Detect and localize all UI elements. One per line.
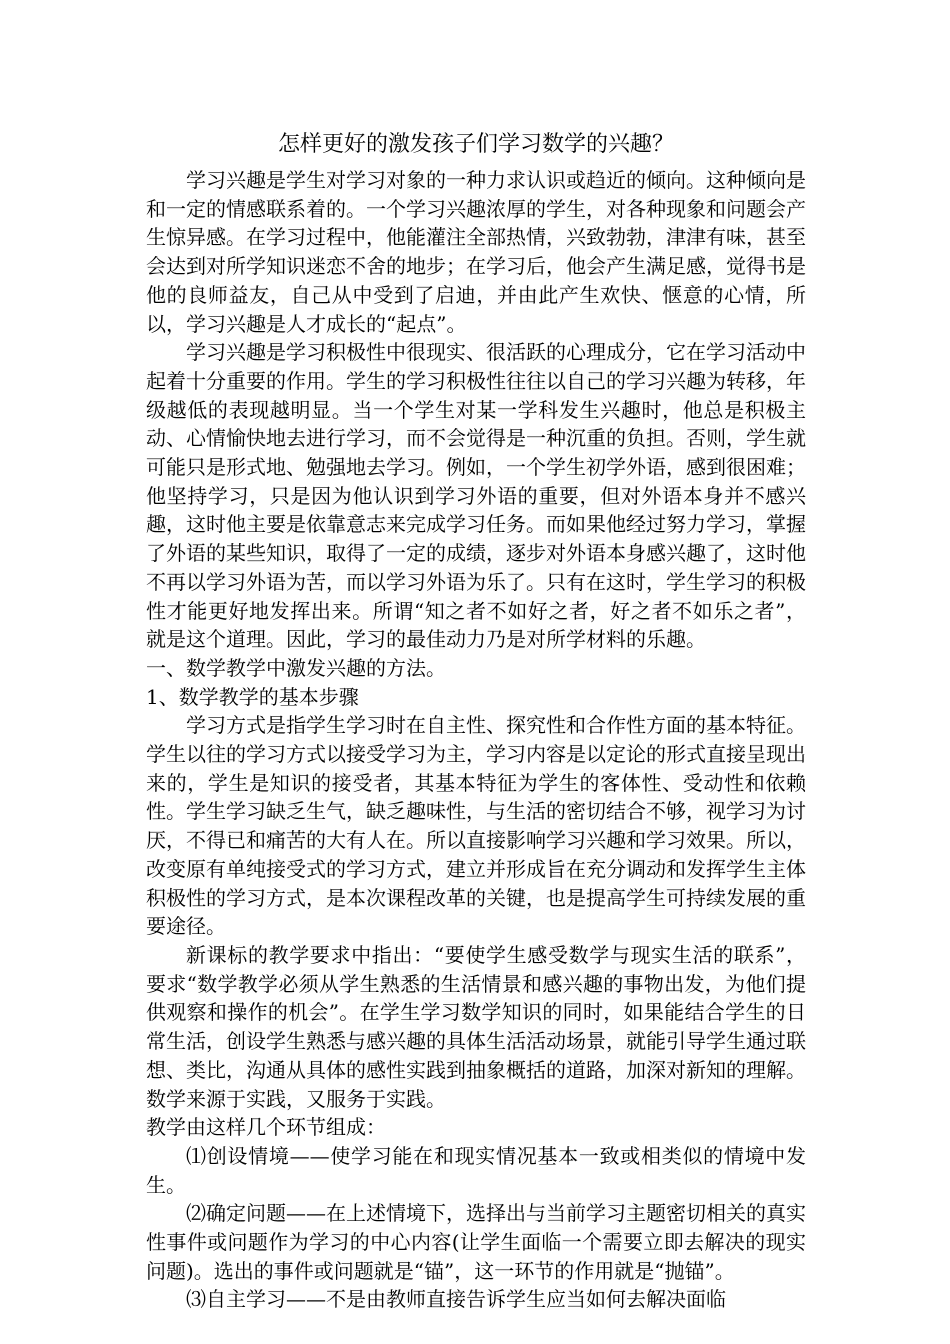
paragraph-interest-role: 学习兴趣是学习积极性中很现实、很活跃的心理成分，它在学习活动中起着十分重要的作用。学生的学习积极性往往以自己的学习兴趣为转移，年级越低的表现越明显。当一个学生对某一学科发生兴趣时，他总是积极主动、心情愉快地去进行学习，而不会觉得是一种沉重的负担。否则，学生就可能只是形式地、勉强地去学习。例如，一个学生初学外语，感到很困难；他坚持学习，只是因为他认识到学习外语的重要，但对外语本身并不感兴趣，这时他主要是依靠意志来完成学习任务。而如果他经过努力学习，掌握了外语的某些知识，取得了一定的成绩，逐步对外语本身感兴趣了，这时他不再以学习外语为苦，而以学习外语为乐了。只有在这时，学生学习的积极性才能更好地发挥出来。所谓“知之者不如好之者，好之者不如乐之者”，就是这个道理。因此，学习的最佳动力乃是对所学材料的乐趣。 xyxy=(146,340,806,652)
step-item-1: ⑴创设情境——使学习能在和现实情况基本一致或相类似的情境中发生。 xyxy=(146,1143,806,1197)
step-item-2: ⑵确定问题——在上述情境下，选择出与当前学习主题密切相关的真实性事件或问题作为学习的中心内容(让学生面临一个需要立即去解决的现实问题)。选出的事件或问题就是“锚”，这一环节的作用就是“抛锚”。 xyxy=(146,1201,806,1283)
section-heading: 一、数学教学中激发兴趣的方法。 xyxy=(146,655,446,680)
paragraph-interest-definition: 学习兴趣是学生对学习对象的一种力求认识或趋近的倾向。这种倾向是和一定的情感联系着的。一个学习兴趣浓厚的学生，对各种现象和问题会产生惊异感。在学习过程中，他能灌注全部热情，兴致勃勃，津津有味，甚至会达到对所学知识迷恋不舍的地步；在学习后，他会产生满足感，觉得书是他的良师益友，自己从中受到了启迪，并由此产生欢快、惬意的心情，所以，学习兴趣是人才成长的“起点”。 xyxy=(146,168,806,336)
document-body xyxy=(146,130,806,1314)
paragraph-learning-style: 学习方式是指学生学习时在自主性、探究性和合作性方面的基本特征。学生以往的学习方式以接受学习为主，学习内容是以定论的形式直接呈现出来的，学生是知识的接受者，其基本特征为学生的客体性、受动性和依赖性。学生学习缺乏生气，缺乏趣味性，与生活的密切结合不够，视学习为讨厌，不得已和痛苦的大有人在。所以直接影响学习兴趣和学习效果。所以，改变原有单纯接受式的学习方式，建立并形成旨在充分调动和发挥学生主体积极性的学习方式，是本次课程改革的关键，也是提高学生可持续发展的重要途径。 xyxy=(146,713,806,939)
steps-intro: 教学由这样几个环节组成： xyxy=(146,1115,386,1140)
document-title: 怎样更好的激发孩子们学习数学的兴趣？ xyxy=(277,132,674,157)
step-item-3: ⑶自主学习——不是由教师直接告诉学生应当如何去解决面临 xyxy=(186,1287,726,1312)
subsection-heading: 1、数学教学的基本步骤 xyxy=(146,684,359,709)
paragraph-curriculum-standard: 新课标的教学要求中指出：“要使学生感受数学与现实生活的联系”，要求“数学教学必须从学生熟悉的生活情景和感兴趣的事物出发，为他们提供观察和操作的机会”。在学生学习数学知识的同时，如果能结合学生的日常生活，创设学生熟悉与感兴趣的具体生活活动场景，就能引导学生通过联想、类比，沟通从具体的感性实践到抽象概括的道路，加深对新知的理解。数学来源于实践，又服务于实践。 xyxy=(146,942,806,1111)
